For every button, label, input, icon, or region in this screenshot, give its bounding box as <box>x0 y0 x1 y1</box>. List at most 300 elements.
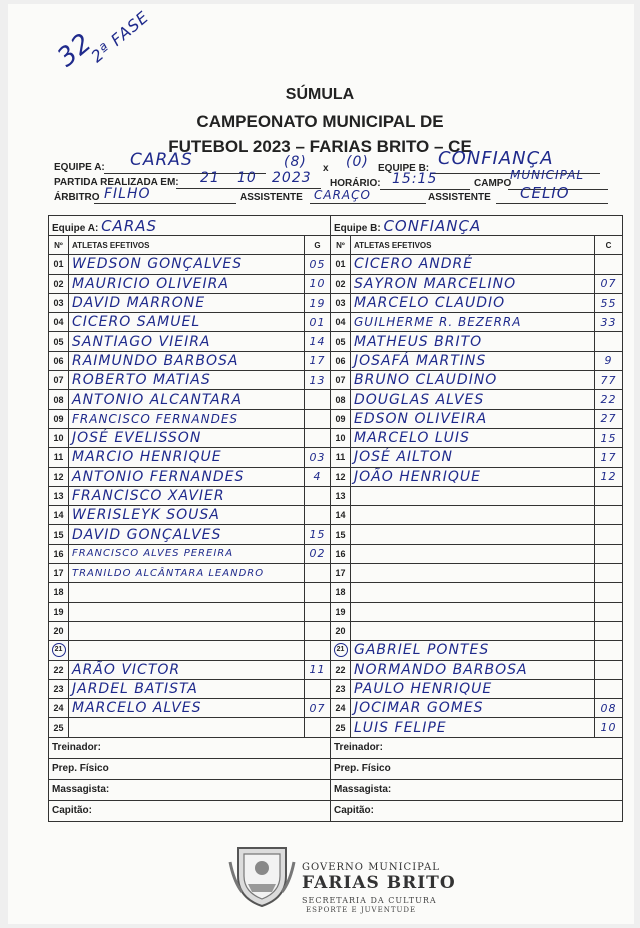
team-b-header <box>331 216 623 236</box>
player-goals: 07 <box>309 701 326 715</box>
player-name-cell <box>351 699 595 718</box>
player-goals: 01 <box>309 315 326 329</box>
player-number: 12 <box>49 467 69 486</box>
assistant-2-label: ASSISTENTE <box>428 192 491 203</box>
player-name-cell <box>351 564 595 583</box>
player-name: FRANCISCO XAVIER <box>72 488 225 504</box>
team-a-player-row <box>49 313 331 332</box>
team-b-player-row <box>331 390 623 409</box>
player-number: 19 <box>49 602 69 621</box>
player-name-cell <box>351 293 595 312</box>
assistant-2-line <box>496 203 608 204</box>
player-goals-cell <box>305 583 331 602</box>
player-goals-cell <box>305 641 331 660</box>
team-a-player-row <box>49 274 331 293</box>
player-name-cell <box>351 641 595 660</box>
circled-number: 21 <box>52 643 66 657</box>
date-line <box>176 188 321 189</box>
municipal-crest-icon <box>228 842 296 908</box>
player-number: 01 <box>331 255 351 274</box>
team-b-player-row <box>331 544 623 563</box>
team-b-physio-row <box>331 758 623 779</box>
team-a-player-row <box>49 371 331 390</box>
team-b-captain-label: Capitão: <box>331 800 623 821</box>
team-b-player-row <box>331 583 623 602</box>
player-name-cell <box>69 448 305 467</box>
player-goals-cell <box>595 525 623 544</box>
assistant-1-value: CARAÇO <box>314 188 371 202</box>
team-b-masseur-label: Massagista: <box>331 779 623 800</box>
field-value: MUNICIPAL <box>510 168 585 182</box>
player-name: DOUGLAS ALVES <box>354 391 485 408</box>
player-goals: 02 <box>309 547 326 561</box>
player-number: 05 <box>331 332 351 351</box>
team-a-table-label: Equipe A: <box>52 222 99 234</box>
player-number: 18 <box>49 583 69 602</box>
player-number: 01 <box>49 255 69 274</box>
player-name-cell <box>351 274 595 293</box>
document-subtitle-2: FUTEBOL 2023 – FARIAS BRITO – CE <box>168 137 472 156</box>
team-b-player-row <box>331 718 623 737</box>
player-name: GABRIEL PONTES <box>354 642 490 659</box>
team-a-player-row <box>49 718 331 737</box>
player-name-cell <box>69 332 305 351</box>
player-goals-cell <box>305 525 331 544</box>
player-name-cell <box>69 679 305 698</box>
player-goals-cell <box>595 564 623 583</box>
player-goals: 05 <box>309 257 326 271</box>
player-name-cell <box>69 371 305 390</box>
player-number: 11 <box>331 448 351 467</box>
player-goals-cell <box>595 332 623 351</box>
player-goals-cell <box>595 409 623 428</box>
team-a-column-headers <box>49 236 331 255</box>
player-number: 03 <box>331 293 351 312</box>
player-goals-cell <box>305 371 331 390</box>
player-name-cell <box>69 621 305 640</box>
player-number: 02 <box>331 274 351 293</box>
player-name-cell <box>69 255 305 274</box>
player-goals-cell <box>305 351 331 370</box>
player-name-cell <box>351 428 595 447</box>
player-name-cell <box>69 428 305 447</box>
player-goals-cell <box>305 448 331 467</box>
player-number: 08 <box>331 390 351 409</box>
player-name: ARÃO VICTOR <box>72 661 181 678</box>
score-a-value: (8) <box>284 154 307 170</box>
player-goals-cell <box>305 506 331 525</box>
player-goals-cell <box>305 621 331 640</box>
team-a-player-row <box>49 621 331 640</box>
player-goals-cell <box>595 718 623 737</box>
team-a-player-row <box>49 255 331 274</box>
player-name-cell <box>351 679 595 698</box>
player-name-cell <box>351 332 595 351</box>
player-goals-cell <box>305 467 331 486</box>
team-b-player-row <box>331 525 623 544</box>
player-number: 12 <box>331 467 351 486</box>
document-title: SÚMULA <box>285 86 355 103</box>
player-name-cell <box>69 409 305 428</box>
assistant-1-line <box>310 203 426 204</box>
player-number: 07 <box>331 371 351 390</box>
team-b-player-row <box>331 255 623 274</box>
team-b-table-name: CONFIANÇA <box>383 216 482 235</box>
date-year: 2023 <box>272 170 312 186</box>
player-goals: 55 <box>600 296 617 310</box>
player-number: 11 <box>49 448 69 467</box>
team-b-coach-label: Treinador: <box>331 737 623 758</box>
player-goals-cell <box>305 564 331 583</box>
team-b-value: CONFIANÇA <box>438 148 554 169</box>
team-b-col-athletes: ATLETAS EFETIVOS <box>351 236 595 255</box>
player-name-cell <box>351 602 595 621</box>
team-a-player-row <box>49 660 331 679</box>
player-number: 23 <box>49 679 69 698</box>
logo-government: GOVERNO MUNICIPAL <box>302 862 440 873</box>
team-b-physio-label: Prep. Físico <box>331 758 623 779</box>
player-name-cell <box>351 409 595 428</box>
player-goals-cell <box>305 409 331 428</box>
player-goals: 08 <box>600 701 617 715</box>
player-number: 24 <box>331 699 351 718</box>
player-number: 02 <box>49 274 69 293</box>
player-goals-cell <box>595 313 623 332</box>
team-b-player-row <box>331 679 623 698</box>
player-name-cell <box>351 621 595 640</box>
player-name: JOÃO HENRIQUE <box>354 468 482 485</box>
player-goals-cell <box>305 255 331 274</box>
team-a-masseur-label: Massagista: <box>49 779 331 800</box>
team-b-captain-row <box>331 800 623 821</box>
team-b-player-row <box>331 448 623 467</box>
player-name: EDSON OLIVEIRA <box>354 410 488 427</box>
player-name: RAIMUNDO BARBOSA <box>72 352 239 369</box>
player-number: 22 <box>331 660 351 679</box>
player-name: CICERO SAMUEL <box>72 314 201 331</box>
player-goals: 03 <box>309 450 326 464</box>
player-name-cell <box>351 448 595 467</box>
player-number: 16 <box>331 544 351 563</box>
time-line <box>380 189 470 190</box>
player-name-cell <box>351 544 595 563</box>
team-a-physio-label: Prep. Físico <box>49 758 331 779</box>
player-name: JARDEL BATISTA <box>72 680 198 697</box>
player-number: 16 <box>49 544 69 563</box>
team-a-header-row <box>49 216 331 236</box>
team-a-header <box>49 216 331 236</box>
team-b-player-row <box>331 660 623 679</box>
team-a-col-goals: G <box>305 236 331 255</box>
player-name-cell <box>69 564 305 583</box>
player-number: 13 <box>49 486 69 505</box>
team-b-player-row <box>331 486 623 505</box>
player-number: 06 <box>49 351 69 370</box>
referee-line <box>94 203 236 204</box>
player-name: MARCELO CLAUDIO <box>354 295 506 312</box>
player-number: 20 <box>331 621 351 640</box>
player-number: 23 <box>331 679 351 698</box>
team-a-player-row <box>49 506 331 525</box>
player-goals-cell <box>305 660 331 679</box>
player-number: 15 <box>49 525 69 544</box>
player-name-cell <box>69 467 305 486</box>
player-goals-cell <box>305 274 331 293</box>
logo-department: ESPORTE E JUVENTUDE <box>306 906 417 914</box>
player-goals: 07 <box>600 277 617 291</box>
player-name-cell <box>69 699 305 718</box>
team-a-coach-row <box>49 737 331 758</box>
team-a-player-row <box>49 409 331 428</box>
player-number: 25 <box>49 718 69 737</box>
player-goals-cell <box>305 544 331 563</box>
player-name: LUIS FELIPE <box>354 719 447 736</box>
player-goals-cell <box>595 274 623 293</box>
player-goals: 15 <box>309 528 326 542</box>
team-b-header-row <box>331 216 623 236</box>
player-number <box>331 641 351 660</box>
player-goals: 11 <box>309 663 326 677</box>
player-number: 07 <box>49 371 69 390</box>
player-name-cell <box>69 602 305 621</box>
player-goals: 17 <box>600 450 617 464</box>
player-goals-cell <box>595 293 623 312</box>
player-name: WEDSON GONÇALVES <box>72 256 243 273</box>
player-name: FRANCISCO ALVES PEREIRA <box>72 548 234 560</box>
team-a-physio-row <box>49 758 331 779</box>
player-goals-cell <box>595 486 623 505</box>
player-goals: 10 <box>600 721 617 735</box>
team-a-table <box>48 215 331 822</box>
player-name-cell <box>351 583 595 602</box>
player-name: MAURICIO OLIVEIRA <box>72 275 229 292</box>
player-name: DAVID MARRONE <box>72 295 206 312</box>
date-month: 10 <box>237 170 257 186</box>
player-name: WERISLEYK SOUSA <box>72 507 220 524</box>
player-number: 10 <box>331 428 351 447</box>
team-a-masseur-row <box>49 779 331 800</box>
player-name-cell <box>69 390 305 409</box>
player-goals-cell <box>305 699 331 718</box>
player-goals-cell <box>595 602 623 621</box>
player-name: MARCELO ALVES <box>72 700 202 717</box>
player-name-cell <box>351 718 595 737</box>
player-name-cell <box>69 583 305 602</box>
player-number <box>49 641 69 660</box>
player-number: 10 <box>49 428 69 447</box>
team-a-player-row <box>49 583 331 602</box>
player-name-cell <box>351 313 595 332</box>
team-b-player-row <box>331 428 623 447</box>
player-number: 17 <box>331 564 351 583</box>
player-goals: 4 <box>313 470 322 484</box>
player-name-cell <box>351 351 595 370</box>
player-name: MARCELO LUIS <box>354 430 470 447</box>
player-goals-cell <box>305 718 331 737</box>
player-name: DAVID GONÇALVES <box>72 526 222 543</box>
player-name-cell <box>69 525 305 544</box>
player-goals-cell <box>305 486 331 505</box>
player-number: 09 <box>331 409 351 428</box>
player-goals: 14 <box>309 335 326 349</box>
assistant-1-label: ASSISTENTE <box>240 192 303 203</box>
player-number: 25 <box>331 718 351 737</box>
player-name: GUILHERME R. BEZERRA <box>354 315 522 330</box>
team-a-captain-row <box>49 800 331 821</box>
team-a-player-row <box>49 679 331 698</box>
player-goals-cell <box>595 544 623 563</box>
player-goals-cell <box>595 679 623 698</box>
player-name: CICERO ANDRÉ <box>354 256 474 273</box>
player-goals-cell <box>595 390 623 409</box>
versus-mark: x <box>323 163 329 174</box>
player-number: 19 <box>331 602 351 621</box>
player-number: 17 <box>49 564 69 583</box>
team-a-player-row <box>49 564 331 583</box>
team-b-player-row <box>331 313 623 332</box>
player-name-cell <box>69 506 305 525</box>
player-goals: 13 <box>309 373 326 387</box>
player-name: SANTIAGO VIEIRA <box>72 333 211 350</box>
player-goals-cell <box>595 621 623 640</box>
player-goals-cell <box>595 699 623 718</box>
logo-city: FARIAS BRITO <box>302 873 456 893</box>
team-a-player-row <box>49 293 331 312</box>
player-name: MATHEUS BRITO <box>354 333 483 350</box>
score-b-value: (0) <box>346 154 369 170</box>
player-number: 08 <box>49 390 69 409</box>
player-name: MARCIO HENRIQUE <box>72 449 222 466</box>
player-name-cell <box>351 660 595 679</box>
player-goals-cell <box>595 371 623 390</box>
team-a-player-row <box>49 602 331 621</box>
player-name-cell <box>69 274 305 293</box>
team-b-player-row <box>331 506 623 525</box>
player-goals: 19 <box>309 296 326 310</box>
team-b-player-row <box>331 332 623 351</box>
player-name: PAULO HENRIQUE <box>354 680 493 697</box>
date-day: 21 <box>200 170 220 186</box>
team-a-player-row <box>49 699 331 718</box>
logo-secretariat: SECRETARIA DA CULTURA <box>302 896 437 905</box>
team-b-coach-row <box>331 737 623 758</box>
player-goals-cell <box>305 313 331 332</box>
team-b-player-row <box>331 641 623 660</box>
team-b-player-row <box>331 467 623 486</box>
player-goals: 12 <box>600 470 617 484</box>
player-name: FRANCISCO FERNANDES <box>72 411 239 426</box>
phase-note: 2ª FASE <box>87 7 153 67</box>
player-number: 03 <box>49 293 69 312</box>
player-name-cell <box>69 544 305 563</box>
team-a-value: CARAS <box>130 150 193 170</box>
player-goals-cell <box>595 506 623 525</box>
team-b-player-row <box>331 564 623 583</box>
player-name-cell <box>351 390 595 409</box>
player-goals-cell <box>305 602 331 621</box>
team-a-player-row <box>49 448 331 467</box>
referee-label: ÁRBITRO <box>54 192 100 203</box>
player-goals: 77 <box>600 373 617 387</box>
time-label: HORÁRIO: <box>330 178 381 189</box>
player-number: 09 <box>49 409 69 428</box>
team-a-player-row <box>49 332 331 351</box>
player-goals: 9 <box>604 354 613 368</box>
team-b-col-goals: C <box>595 236 623 255</box>
team-b-masseur-row <box>331 779 623 800</box>
team-a-player-row <box>49 390 331 409</box>
player-number: 24 <box>49 699 69 718</box>
player-name-cell <box>69 351 305 370</box>
player-name-cell <box>351 525 595 544</box>
team-b-player-row <box>331 351 623 370</box>
player-number: 14 <box>49 506 69 525</box>
referee-value: FILHO <box>104 186 151 202</box>
team-a-player-row <box>49 525 331 544</box>
player-number: 22 <box>49 660 69 679</box>
player-name: JOCIMAR GOMES <box>354 700 484 717</box>
player-name: ROBERTO MATIAS <box>72 372 211 389</box>
player-number: 18 <box>331 583 351 602</box>
player-number: 15 <box>331 525 351 544</box>
team-a-table-name: CARAS <box>101 216 158 235</box>
player-number: 20 <box>49 621 69 640</box>
player-goals-cell <box>595 467 623 486</box>
player-name: BRUNO CLAUDINO <box>354 372 498 389</box>
team-b-label: EQUIPE B: <box>378 163 430 174</box>
player-goals-cell <box>595 660 623 679</box>
player-goals: 22 <box>600 393 617 407</box>
player-name-cell <box>69 486 305 505</box>
time-value: 15:15 <box>392 171 438 187</box>
team-b-table <box>330 215 623 822</box>
circled-number: 21 <box>334 643 348 657</box>
round-number: 32 <box>52 27 99 73</box>
player-name: NORMANDO BARBOSA <box>354 661 528 678</box>
player-goals-cell <box>305 390 331 409</box>
player-number: 05 <box>49 332 69 351</box>
team-b-player-row <box>331 699 623 718</box>
team-b-player-row <box>331 274 623 293</box>
player-name: JOSÉ EVELISSON <box>72 430 202 447</box>
team-b-col-number: Nº <box>331 236 351 255</box>
player-name-cell <box>351 371 595 390</box>
team-a-player-row <box>49 486 331 505</box>
player-goals: 15 <box>600 431 617 445</box>
player-goals-cell <box>305 332 331 351</box>
team-b-player-row <box>331 409 623 428</box>
team-b-table-label: Equipe B: <box>334 222 381 234</box>
player-name-cell <box>69 718 305 737</box>
player-name: JOSAFÁ MARTINS <box>354 352 487 369</box>
team-b-column-headers <box>331 236 623 255</box>
player-goals: 17 <box>309 354 326 368</box>
player-name-cell <box>69 293 305 312</box>
team-b-player-row <box>331 621 623 640</box>
player-goals-cell <box>305 428 331 447</box>
team-a-col-number: Nº <box>49 236 69 255</box>
player-name-cell <box>351 486 595 505</box>
player-name-cell <box>351 467 595 486</box>
player-name: TRANILDO ALCÂNTARA LEANDRO <box>72 567 265 579</box>
date-label: PARTIDA REALIZADA EM: <box>54 177 179 188</box>
player-goals: 10 <box>309 277 326 291</box>
team-a-label: EQUIPE A: <box>54 162 105 173</box>
player-name-cell <box>69 313 305 332</box>
team-a-col-athletes: ATLETAS EFETIVOS <box>69 236 305 255</box>
player-goals: 27 <box>600 412 617 426</box>
player-number: 04 <box>49 313 69 332</box>
